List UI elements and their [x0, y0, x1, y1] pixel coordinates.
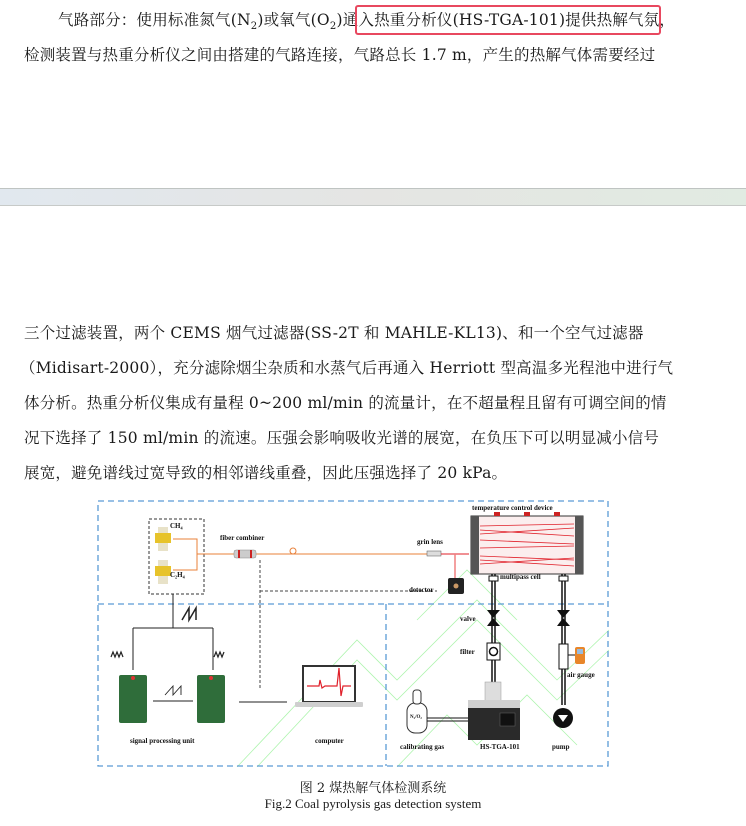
selection-highlight-box — [355, 5, 661, 35]
paragraph-line: 况下选择了 150 ml/min 的流速。压强会影响吸收光谱的展宽，在负压下可以明显减小信号 — [24, 429, 660, 447]
watermark-pattern — [237, 570, 609, 767]
document-page-1 — [0, 0, 746, 188]
label-tga: HS-TGA-101 — [480, 743, 520, 751]
label-detector: detector — [409, 586, 434, 594]
system-diagram-figure — [97, 500, 609, 767]
label-valve: valve — [460, 615, 476, 623]
label-computer: computer — [315, 737, 344, 745]
subscript: 2 — [250, 21, 258, 33]
diagram-graphics — [97, 500, 609, 767]
label-pump: pump — [552, 743, 570, 751]
paragraph-line: 体分析。热重分析仪集成有量程 0~200 ml/min 的流量计，在不超量程且留有可调空间的情 — [24, 394, 667, 412]
label-calibrating-gas: calibrating gas — [400, 743, 445, 751]
page-separator — [0, 188, 746, 206]
label-cylinder: N₂/O₂ — [410, 715, 422, 720]
label-fiber-combiner: fiber combiner — [220, 534, 265, 542]
label-temperature-control: temperature control device — [472, 504, 553, 512]
label-multipass-cell: multipass cell — [500, 573, 541, 581]
text-segment: 气路部分：使用标准氮气(N — [58, 11, 251, 29]
paragraph-line-2: 检测装置与热重分析仪之间由搭建的气路连接，气路总长 1.7 m，产生的热解气体需要经过 — [24, 46, 656, 64]
label-c2h4: C₂H₄ — [170, 571, 185, 579]
label-filter: filter — [460, 648, 475, 656]
text-segment: )或氧气(O — [257, 11, 330, 29]
figure-caption-english: Fig.2 Coal pyrolysis gas detection system — [264, 796, 482, 811]
paragraph-line: 展宽，避免谱线过宽导致的相邻谱线重叠，因此压强选择了 20 kPa。 — [24, 464, 508, 482]
figure-caption-chinese: 图 2 煤热解气体检测系统 — [299, 781, 447, 796]
label-signal-processing-unit: signal processing unit — [130, 737, 195, 745]
paragraph-line: （Midisart-2000），充分滤除烟尘杂质和水蒸气后再通入 Herriott 型高温多光程池中进行气 — [20, 359, 674, 377]
label-grin-lens: grin lens — [417, 538, 443, 546]
label-air-gauge: air gauge — [567, 671, 595, 679]
highlighted-text[interactable]: 入热重分析仪(HS-TGA-101)提供热解气氛， — [358, 11, 676, 29]
paragraph-line: 三个过滤装置，两个 CEMS 烟气过滤器(SS-2T 和 MAHLE-KL13)、和一个空气过滤器 — [24, 324, 644, 342]
label-ch4: CH₄ — [170, 522, 183, 530]
text-segment: )通 — [336, 11, 359, 29]
subscript: 2 — [329, 21, 337, 33]
